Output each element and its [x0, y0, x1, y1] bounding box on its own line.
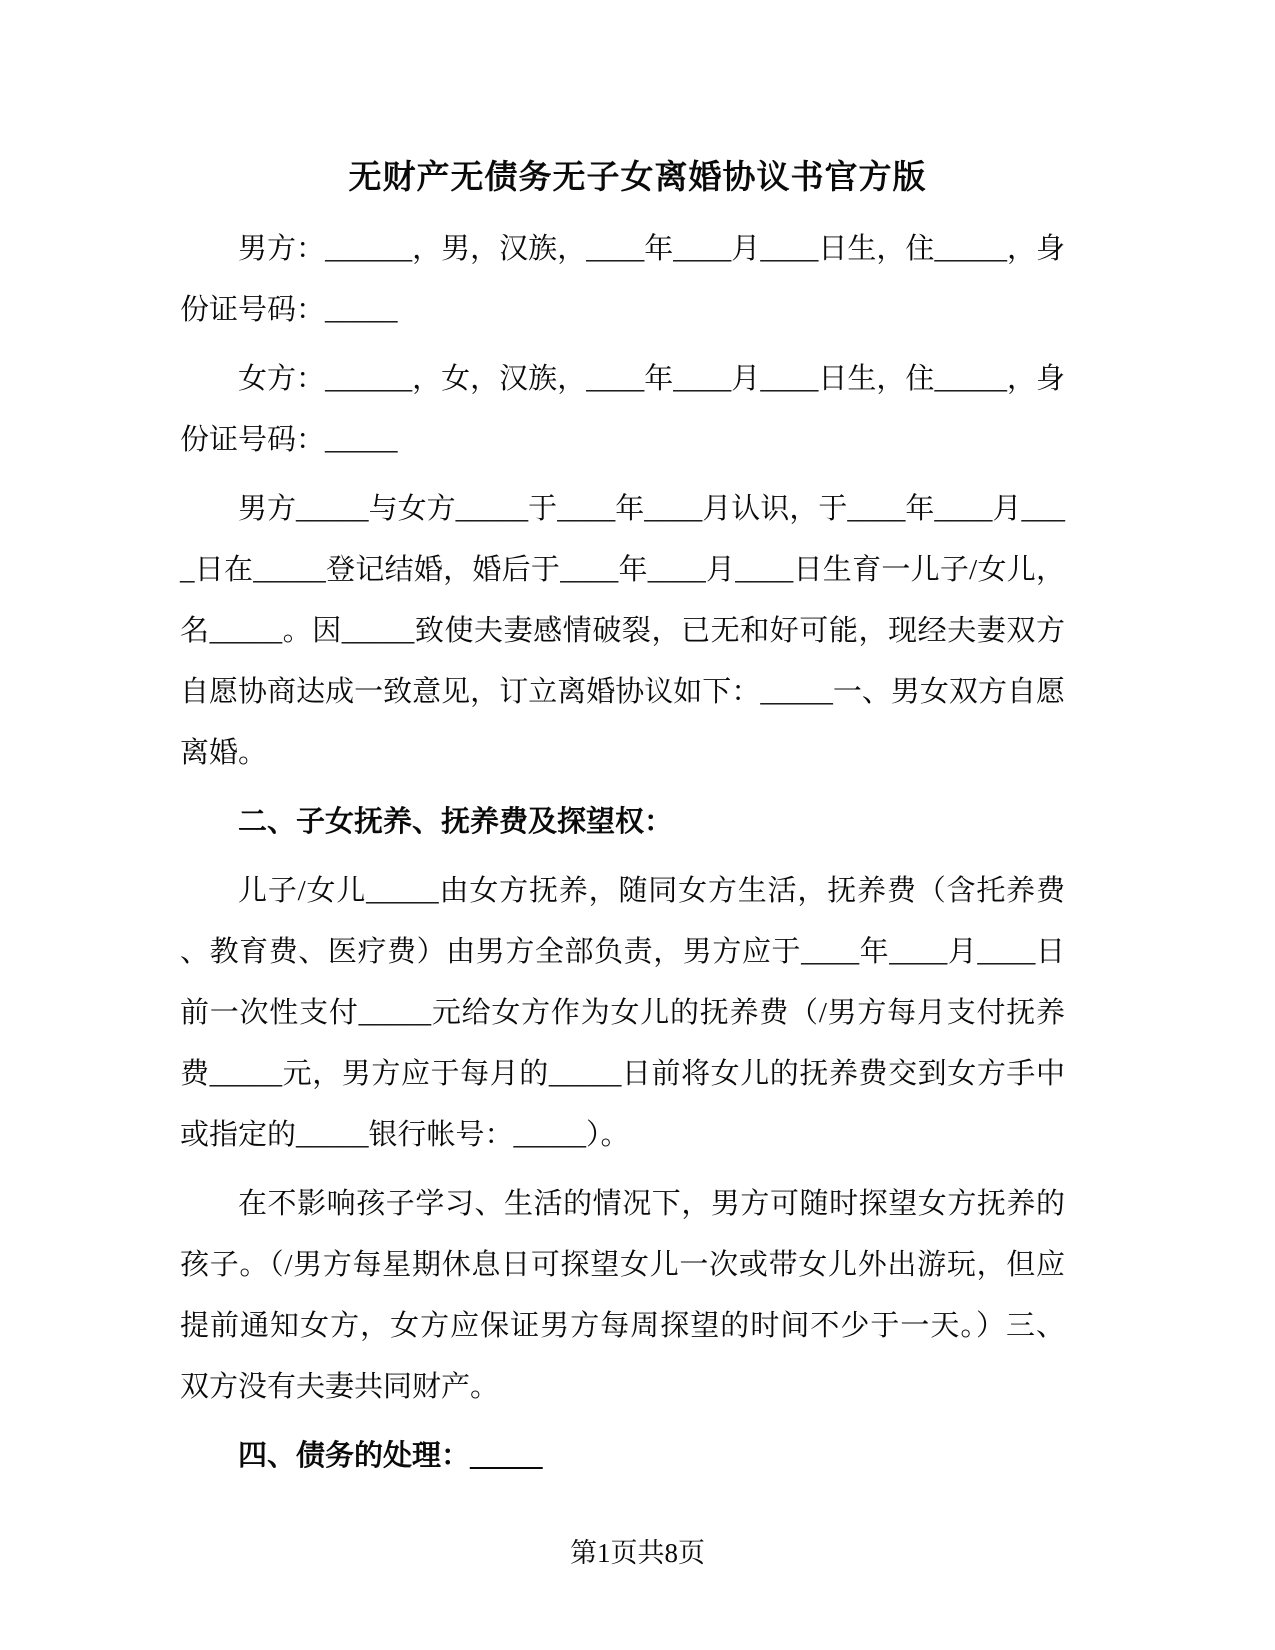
- paragraph-wife-info: [180, 349, 1065, 471]
- text-line: 孩子。（/男方每星期休息日可探望女儿一次或带女儿外出游玩，但应: [180, 1249, 1065, 1281]
- text-line: 在不影响孩子学习、生活的情况下，男方可随时探望女方抚养的: [238, 1188, 1065, 1220]
- section-heading-debts: [180, 1426, 1065, 1487]
- text-line: 、教育费、医疗费）由男方全部负责，男方应于____年____月____日: [180, 936, 1065, 968]
- page-number: 第1页共8页: [570, 1538, 705, 1568]
- text-line: 女方：______，女，汉族，____年____月____日生，住_____，身: [238, 363, 1065, 395]
- paragraph-husband-info: [180, 219, 1065, 341]
- text-line: 离婚。: [180, 737, 268, 769]
- document-title: 无财产无债务无子女离婚协议书官方版: [348, 160, 927, 196]
- paragraph-visitation-terms: [180, 1174, 1065, 1418]
- text-line: 自愿协商达成一致意见，订立离婚协议如下：_____一、男女双方自愿: [180, 676, 1065, 708]
- paragraph-marriage-history: [180, 479, 1065, 784]
- paragraph-custody-terms: [180, 861, 1065, 1166]
- text-line: 提前通知女方，女方应保证男方每周探望的时间不少于一天。）三、: [180, 1310, 1065, 1342]
- text-line: 前一次性支付_____元给女方作为女儿的抚养费（/男方每月支付抚养: [180, 997, 1065, 1029]
- text-line: 男方：______，男，汉族，____年____月____日生，住_____，身: [238, 233, 1065, 265]
- text-line: 双方没有夫妻共同财产。: [180, 1371, 500, 1403]
- text-line: 儿子/女儿_____由女方抚养，随同女方生活，抚养费（含托养费: [238, 875, 1065, 907]
- text-line: 男方_____与女方_____于____年____月认识，于____年____月___: [238, 493, 1065, 525]
- document-body: [180, 219, 1065, 1495]
- section-heading-custody: [180, 792, 1065, 853]
- text-line: _日在_____登记结婚，婚后于____年____月____日生育一儿子/女儿，: [180, 554, 1065, 586]
- text-line: 名_____。因_____致使夫妻感情破裂，已无和好可能，现经夫妻双方: [180, 615, 1065, 647]
- text-line: 费_____元，男方应于每月的_____日前将女儿的抚养费交到女方手中: [180, 1058, 1065, 1090]
- text-line: 份证号码：_____: [180, 294, 398, 326]
- text-line: 或指定的_____银行帐号：_____）。: [180, 1119, 630, 1151]
- heading-line: 二、子女抚养、抚养费及探望权：: [238, 806, 674, 838]
- heading-line: 四、债务的处理：_____: [238, 1440, 543, 1472]
- text-line: 份证号码：_____: [180, 424, 398, 456]
